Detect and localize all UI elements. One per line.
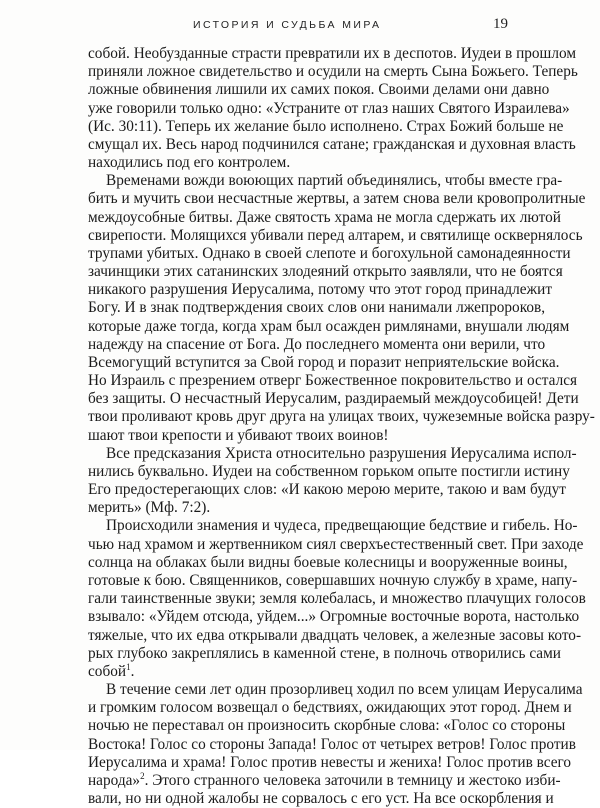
text-line: которые даже тогда, когда храм был осажден римлянами, внушали людям [88,317,570,335]
text-line: Все предсказания Христа относительно разрушения Иерусалима испол- [106,444,577,462]
text-fragment: вали, [88,790,122,808]
text-line [88,770,561,790]
text-line: (Ис. 30:11). Теперь их желание было исполнено. Страх Божий больше не [88,117,564,135]
text-line: никакого разрушения Иерусалима, потому что этот город принадлежит [88,281,552,299]
running-title: ИСТОРИЯ И СУДЬБА МИРА [193,19,382,31]
body-text [88,45,595,808]
footnote-mark: 1 [126,661,131,672]
text-line: смущал их. Весь народ подчинился сатане; гражданская и духовная власть [88,135,576,153]
text-line: Иерусалима и храма! Голос против невесты и жениха! Голос против всего [88,753,572,771]
text-fragment: . Этого странного человека заточили в темницу и жестоко изби- [144,771,561,789]
text-line: твои проливают кровь друг друга на улицах твоих, чужеземные войска разру- [88,408,595,426]
text-line: мерить» (Мф. 7:2). [88,499,211,517]
text-fragment: народа» [88,771,141,789]
text-line: солнца на облаках были видны боевые колесницы и вооруженные воины, [88,553,568,571]
text-line: Временами вожди воюющих партий объединялись, чтобы вместе гра- [106,172,563,190]
text-line: Богу. И в знак подтверждения своих слов они нанимали лжепророков, [88,299,546,317]
text-line [88,790,554,808]
footnote-mark: 2 [140,770,145,781]
text-line: зачинщики этих сатанинских злодеяний открыто заявляли, что не боятся [88,263,563,281]
text-line: Его предостерегающих слов: «И какою мерою мерите, такою и вам будут [88,481,566,499]
text-line: трупами убитых. Однако в своей слепоте и богохульной самонадеянности [88,244,571,262]
text-line: рых глубоко закреплялись в каменной стене, в полночь отворились сами [88,644,561,662]
text-line: Но Израиль с презрением отверг Божественное покровительство и остался [88,372,578,390]
text-line: чью над храмом и жертвенником сиял сверхъестественный свет. При заходе [88,535,584,553]
text-line: собой$^1$. [88,661,135,680]
text-line: уже говорили только одно: «Устраните от глаз наших Святого Израилева» [88,99,570,117]
running-head [0,16,600,36]
text-fragment: но ни одной жалобы не сорвалось с его уст. На все оскорбления и [125,790,554,808]
text-line: междоусобные битвы. Даже святость храма не могла сдержать их лютой [88,208,561,226]
text-line: готовые к бою. Священников, совершавших ночную службу в храме, напу- [88,571,578,589]
text-line: свирепости. Молящихся убивали перед алтарем, и святилище осквернялось [88,226,583,244]
text-line: ночью не переставал он произносить скорбные слова: «Голос со стороны [88,717,566,735]
text-line: Востока! Голос со стороны Запада! Голос от четырех ветров! Голос против [88,735,576,753]
text-line: Всемогущий вступится за Свой город и поразит неприятельские войска. [88,353,560,371]
text-line: Происходили знамения и чудеса, предвещающие бедствие и гибель. Но- [106,517,578,535]
text-line: надежду на спасение от Бога. До последнего момента они верили, что [88,335,546,353]
text-line: тяжелые, что их едва открывали двадцать человек, а железные засовы кото- [88,626,582,644]
text-line: приняли ложное свидетельство и осудили на смерть Сына Божьего. Теперь [88,63,578,81]
text-line: взывало: «Уйдем отсюда, уйдем...» Огромные восточные ворота, настолько [88,608,580,626]
text-line: В течение семи лет один прозорливец ходил по всем улицам Иерусалима [106,681,583,699]
text-line: и громким голосом возвещал о бедствиях, ожидающих этот город. Днем и [88,699,572,717]
text-line: ложные обвинения лишили их самих покоя. Своими делами они давно [88,81,550,99]
text-fragment: собой [88,662,127,680]
text-line: шают твои крепости и убивают твоих воинов! [88,426,389,444]
text-line: без защиты. О несчастный Иерусалим, раздираемый междоусобицей! Дети [88,390,579,408]
text-line: бить и мучить свои несчастные жертвы, а затем снова вели кровопролитные [88,190,586,208]
text-line: собой. Необузданные страсти превратили их в деспотов. Иудеи в прошлом [88,45,577,62]
page-number: 19 [493,16,508,32]
text-line: находились под его контролем. [88,154,291,172]
text-line: нились буквально. Иудеи на собственном горьком опыте постигли истину [88,462,570,480]
text-line: гали таинственные звуки; земля колебалась, и множество плачущих голосов [88,590,586,608]
